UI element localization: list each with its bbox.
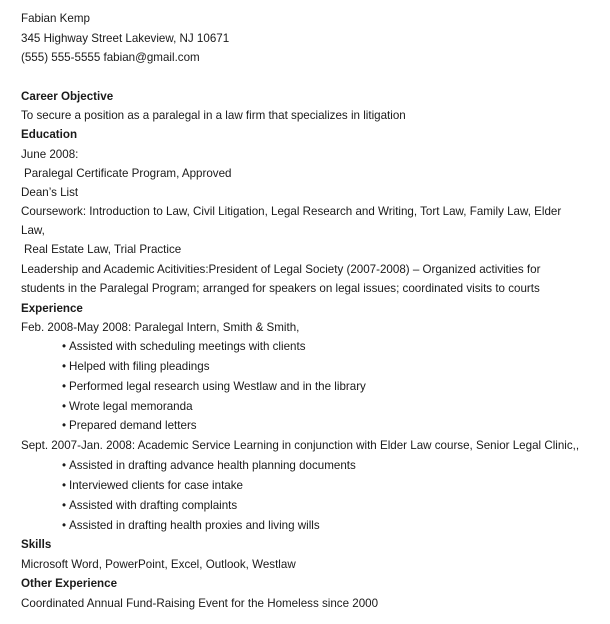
education-date: June 2008:: [21, 148, 79, 161]
leadership-line-2: students in the Paralegal Program; arranged for speakers on legal issues; coordinated visits to courts: [21, 282, 540, 295]
applicant-name: Fabian Kemp: [21, 12, 90, 25]
job-1-bullet: • Prepared demand letters: [62, 419, 197, 432]
experience-heading: Experience: [21, 302, 83, 315]
job-2-bullet: • Assisted in drafting advance health planning documents: [62, 459, 356, 472]
contact-info: (555) 555-5555 fabian@gmail.com: [21, 51, 200, 64]
job-2-bullet: • Assisted with drafting complaints: [62, 499, 238, 512]
bullet-icon: •: [62, 419, 67, 432]
leadership-line-1: Leadership and Academic Acitivities:President of Legal Society (2007-2008) – Organized activities for: [21, 263, 541, 276]
education-heading: Education: [21, 128, 78, 141]
other-experience-text: Coordinated Annual Fund-Raising Event for the Homeless since 2000: [21, 597, 379, 610]
coursework-line-1: Coursework: Introduction to Law, Civil Litigation, Legal Research and Writing, Tort Law, Family Law, Elder: [21, 205, 562, 218]
bullet-icon: •: [62, 340, 67, 353]
job-1-bullet: • Performed legal research using Westlaw and in the library: [62, 380, 366, 393]
job-1-bullet: • Helped with filing pleadings: [62, 360, 210, 373]
skills-text: Microsoft Word, PowerPoint, Excel, Outlook, Westlaw: [21, 558, 296, 571]
bullet-icon: •: [62, 380, 67, 393]
job-1-bullet: • Wrote legal memoranda: [62, 400, 193, 413]
job-2-title: Sept. 2007-Jan. 2008: Academic Service Learning in conjunction with Elder Law course, Senior Legal Clinic,,: [21, 439, 580, 452]
education-honor: Dean’s List: [21, 186, 79, 199]
bullet-icon: •: [62, 360, 67, 373]
coursework-line-2: Law,: [21, 224, 45, 237]
coursework-line-3: Real Estate Law, Trial Practice: [24, 243, 182, 256]
job-2-bullet: • Assisted in drafting health proxies and living wills: [62, 519, 320, 532]
other-experience-heading: Other Experience: [21, 577, 118, 590]
bullet-icon: •: [62, 499, 67, 512]
skills-heading: Skills: [21, 538, 52, 551]
bullet-icon: •: [62, 479, 67, 492]
bullet-icon: •: [62, 400, 67, 413]
education-program: Paralegal Certificate Program, Approved: [24, 167, 232, 180]
career-objective-heading: Career Objective: [21, 90, 114, 103]
job-2-bullet: • Interviewed clients for case intake: [62, 479, 243, 492]
career-objective-text: To secure a position as a paralegal in a law firm that specializes in litigation: [21, 109, 406, 122]
address: 345 Highway Street Lakeview, NJ 10671: [21, 32, 230, 45]
bullet-icon: •: [62, 459, 67, 472]
job-1-bullet: • Assisted with scheduling meetings with clients: [62, 340, 306, 353]
job-1-title: Feb. 2008-May 2008: Paralegal Intern, Smith & Smith,: [21, 321, 300, 334]
bullet-icon: •: [62, 519, 67, 532]
